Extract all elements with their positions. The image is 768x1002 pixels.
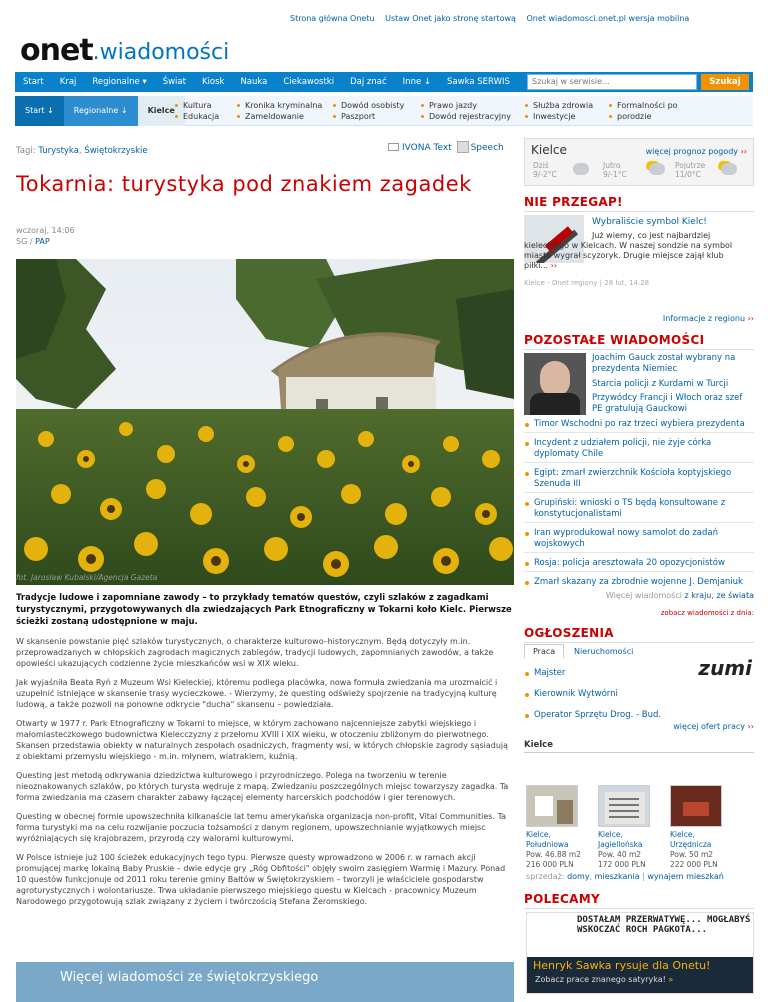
flat-photo[interactable] [526, 785, 578, 827]
link-home[interactable]: Strona główna Onetu [290, 14, 375, 23]
subnav-link[interactable]: Edukacja [175, 111, 219, 122]
nav-start[interactable]: Start [23, 77, 44, 87]
photo-credit: fot. Jarosław Kubalski/Agencja Gazeta [16, 573, 158, 582]
region-banner[interactable] [16, 962, 514, 1002]
pozostale [524, 333, 754, 617]
author-sep: / [29, 237, 33, 246]
article-author: SG [16, 237, 28, 246]
double-chevron-icon: » [668, 975, 674, 984]
nav-inne-label: Inne [402, 77, 422, 87]
chevron-down-icon: ↓ [120, 106, 128, 115]
subnav-link[interactable]: Paszport [333, 111, 404, 122]
weather-day-label: Pojutrze [675, 161, 706, 170]
sawka-promo[interactable] [526, 912, 754, 994]
region-banner-text: Więcej wiadomości ze świętokrzyskiego [60, 970, 319, 985]
tab-praca[interactable]: Praca [524, 644, 564, 658]
nav-inne[interactable] [395, 77, 439, 87]
top-news-item[interactable]: Joachim Gauck został wybrany na prezydenta Niemiec [592, 353, 736, 374]
flat-price: 222 000 PLN [670, 860, 718, 869]
sunflower-field-image [16, 259, 514, 585]
flats-city: Kielce [524, 740, 754, 753]
sale-links: sprzedaż: domy, mieszkania | wynajem mieszkań [526, 872, 724, 881]
link-mobile[interactable]: Onet wiadomosci.onet.pl wersja mobilna [526, 14, 690, 23]
nav-kraj[interactable]: Kraj [59, 77, 77, 87]
crumb-regionalne-label: Regionalne [73, 106, 119, 115]
subnav-link[interactable]: Kultura [175, 100, 219, 111]
nie-przegap [524, 195, 754, 323]
breadcrumb [15, 96, 185, 126]
subnav-link[interactable]: Dowód rejestracyjny [421, 111, 511, 122]
news-item[interactable]: Rosja: policja aresztowała 20 opozycjonistów [524, 558, 754, 572]
double-chevron-icon: ›› [740, 147, 747, 156]
subnav-col-3 [333, 100, 404, 122]
subnav-link[interactable]: Służba zdrowia [525, 100, 593, 111]
promo-sub-label: Zobacz prace znanego satyryka! [535, 975, 666, 984]
crumb-regionalne[interactable] [64, 96, 138, 126]
job-item[interactable]: Operator Sprzętu Drog. - Bud. [524, 710, 704, 720]
flat-name: Kielce, Urzędnicza [670, 830, 712, 849]
region-more-label: Informacje z regionu [662, 314, 746, 323]
article-source[interactable]: PAP [35, 237, 50, 246]
news-item[interactable]: Incydent z udziałem policji, nie żyje córka dyplomaty Chile [524, 438, 754, 463]
tag-swietokrzyskie[interactable]: Świętokrzyskie [84, 146, 148, 156]
more-news-swiat[interactable]: , ze świata [711, 591, 754, 600]
news-list [524, 419, 754, 595]
tag-turystyka[interactable]: Turystyka [38, 146, 79, 156]
tags-label: Tagi: [16, 146, 36, 156]
tags-sep: , [78, 146, 82, 156]
nie-przegap-body: Już wiemy, co jest najbardziej kieleckiego w Kielcach. W naszej sondzie na symbol miasta wygrał scyzoryk. Drugie miejsce zajął klub piłki... [524, 231, 733, 270]
nie-przegap-title[interactable]: Wybraliście symbol Kielc! [592, 217, 707, 227]
nav-swiat[interactable]: Świat [162, 77, 186, 87]
double-chevron-icon: ›› [747, 314, 754, 323]
weather-more-link[interactable] [646, 147, 747, 156]
nav-sawka[interactable]: Sawka SERWIS [447, 77, 510, 87]
crumb-start-label: Start [25, 106, 45, 115]
subnav-col-1 [175, 100, 219, 122]
more-news-label: Więcej wiadomości [605, 591, 682, 600]
ivona-tts[interactable] [388, 141, 504, 153]
flat-offer[interactable] [526, 830, 586, 870]
sale-label: sprzedaż: [526, 872, 565, 881]
weather-box [524, 138, 754, 186]
sun-cloud-icon [649, 163, 665, 175]
nav-regionalne-label: Regionalne [92, 77, 140, 87]
crumb-start[interactable] [15, 96, 64, 126]
news-item[interactable]: Iran wyprodukował nowy samolot do zadań wojskowych [524, 528, 754, 553]
more-jobs-link[interactable] [673, 722, 754, 731]
main-nav [15, 72, 753, 92]
flat-area: Pow. 50 m2 [670, 850, 714, 859]
subnav-col-5 [525, 100, 593, 122]
sale-domy[interactable]: domy [567, 872, 590, 881]
polecamy-head: POLECAMY [524, 892, 754, 909]
zumi-logo[interactable]: zumi [698, 656, 752, 680]
top-news-item[interactable]: Przywódcy Francji i Włoch oraz szef PE gratulują Gauckowi [592, 393, 743, 414]
ivona-label: IVONA Text [402, 143, 452, 153]
subnav-link[interactable]: Formalności po [609, 100, 678, 111]
ogloszenia [524, 626, 754, 750]
flat-price: 172 000 PLN [598, 860, 646, 869]
tab-nieruchomosci[interactable]: Nieruchomości [574, 647, 634, 656]
article-photo [16, 259, 514, 585]
weather-day-label: Dziś [533, 161, 549, 170]
flat-name: Kielce, Jagiellońska [598, 830, 643, 849]
envelope-icon[interactable] [388, 143, 399, 151]
subnav-link[interactable]: Dowód osobisty [333, 100, 404, 111]
news-item[interactable]: Timor Wschodni po raz trzeci wybiera prezydenta [524, 419, 754, 433]
gauck-photo [524, 353, 586, 415]
nav-daj-znac[interactable]: Daj znać [350, 77, 387, 87]
logo-section: wiadomości [99, 40, 230, 65]
top-links [290, 14, 697, 23]
subnav-link[interactable]: Kronika kryminalna [237, 100, 322, 111]
weather-day-temp: 9/-1°C [603, 170, 627, 179]
flat-area: Pow. 46.88 m2 [526, 850, 581, 859]
ogloszenia-head: OGŁOSZENIA [524, 626, 754, 643]
nie-przegap-head: NIE PRZEGAP! [524, 195, 754, 212]
article-title: Tokarnia: turystyka pod znakiem zagadek [16, 172, 472, 196]
flat-offer[interactable] [670, 830, 730, 870]
subnav-link[interactable]: Prawo jazdy [421, 100, 511, 111]
tags [16, 146, 148, 156]
news-item[interactable]: Egipt: zmarł zwierzchnik Kościoła koptyjskiego Szenuda III [524, 468, 754, 493]
logo-onet: onet [20, 33, 93, 68]
promo-sub [535, 975, 673, 984]
link-set-homepage[interactable]: Ustaw Onet jako stronę startową [385, 14, 516, 23]
weather-day [533, 161, 557, 179]
top-news-item[interactable]: Starcia policji z Kurdami w Turcji [592, 379, 729, 389]
nie-przegap-source: Kielce - Onet regiony | 28 lut, 14:28 [524, 279, 650, 287]
pozostale-head: POZOSTAŁE WIADOMOŚCI [524, 333, 754, 350]
nie-przegap-text [524, 231, 749, 271]
news-by-day[interactable]: zobacz wiadomości z dnia: [660, 609, 754, 617]
double-chevron-icon: ›› [550, 261, 558, 270]
article-paragraph: Otwarty w 1977 r. Park Etnograficzny w Tokarni to miejsce, w którym zachowano najcenniejsze zabytki wiejskiego i małomiasteczkowego budownictwa Kielecczyzny z przełomu XVIII i XIX wieku, w otoczeniu zbliżonym do pierwotnego. Skansen przedstawia obiekty w naturalnych zespołach osadniczych, fragmenty wsi, w których chłopskie zagrody sąsiadują z obiektami przemysłu wiejskiego - m.in. młynem, wiatrakiem, kuźnią. [16, 719, 509, 761]
promo-title: Henryk Sawka rysuje dla Onetu! [533, 959, 711, 972]
chevron-down-icon: ↓ [423, 77, 432, 87]
article-paragraph: W skansenie powstanie pięć szlaków turystycznych, o charakterze kulturowo–historycznym. Będą dotyczyły m.in. przeprowadzanych w chłopskich zagrodach magicznych zabiegów, tradycji ludowych, zapomnianych zawodów, a także opowieści ukazujących codzienne życie mieszkańców wsi w XIX wieku. [16, 637, 494, 668]
crumb-kielce[interactable]: Kielce [138, 96, 185, 126]
cloud-icon [573, 163, 589, 175]
nav-nauka[interactable]: Nauka [240, 77, 268, 87]
subnav-link[interactable]: Zameldowanie [237, 111, 322, 122]
nav-kiosk[interactable]: Kiosk [201, 77, 225, 87]
search-button[interactable]: Szukaj [701, 74, 749, 90]
sale-wynajem[interactable]: wynajem mieszkań [647, 872, 724, 881]
sub-nav [15, 96, 753, 126]
weather-day-temp: 9/-2°C [533, 170, 557, 179]
article-paragraph: Questing jest metodą odkrywania dziedzictwa kulturowego i przyrodniczego. Polega na tworzeniu w terenie nieoznakowanych szlaków, po których turysta wędruje z mapą. Zwiedzaniu poszczególnych miejsc towarzyszy zagadka. Ta forma zwiedzania ma czasem charakter zabawy łączącej elementy harcerskich podchodów i gier terenowych. [16, 771, 509, 802]
article-paragraph: Jak wyjaśniła Beata Ryń z Muzeum Wsi Kieleckiej, któremu podlega placówka, nowa formuła zwiedzania ma urozmaicić i uzupełnić istniejące w skansenie trasy wycieczkowe. - Wierzymy, że questing odświeży spojrzenie na tradycyjną kulturę ludową, a także pozwoli na ponowne odkrycie "ducha" skansenu – powiedziała. [16, 678, 498, 709]
more-jobs-label: więcej ofert pracy [673, 722, 746, 731]
sketch-caption: DOSTAŁAM PRZERWATYWĘ... MOGŁABYŚ WSKOCZAĆ ROCH PAGKOTA... [577, 915, 751, 935]
more-news-kraj[interactable]: z kraju [684, 591, 712, 600]
subnav-col-4 [421, 100, 511, 122]
article-paragraph: W Polsce istnieje już 100 ścieżek edukacyjnych tego typu. Pierwsze questy wprowadzono w 2006 r. w ramach akcji promującej markę lokalną Baby Pruskie – dwie edycje gry „Róg Obfitości" objęły swoim zasięgiem Warmię i Mazury. Ponad 10 questów funkcjonuje od 2011 roku terenie gminy Bałtów w Świętokrzyskiem – tworzyli je właściciele gospodarstw agroturystycznych i wolontariusze. Trwa układanie pierwszego miejskiego questu w Kielcach - pracownicy Muzeum Narodowego przygotowują szlak związany z życiem i twórczością Stefana Żeromskiego. [16, 853, 506, 906]
article-meta [16, 225, 75, 247]
nav-ciekawostki[interactable]: Ciekawostki [283, 77, 335, 87]
news-item[interactable]: Grupiński: wnioski o TS będą konsultowane z konstytucjonalistami [524, 498, 754, 523]
article-date: wczoraj, 14:06 [16, 226, 75, 235]
more-news [606, 591, 754, 600]
speaker-icon [457, 141, 469, 153]
region-more-link[interactable] [663, 314, 754, 323]
weather-day [603, 161, 627, 179]
sale-mieszkania[interactable]: mieszkania [594, 872, 640, 881]
ivona-speech: Speech [470, 143, 504, 153]
site-logo[interactable] [20, 30, 229, 66]
subnav-link[interactable]: porodzie [609, 111, 678, 122]
chevron-down-icon: ▾ [142, 77, 147, 87]
flat-photo[interactable] [670, 785, 722, 827]
flat-photo[interactable] [598, 785, 650, 827]
weather-day-temp: 11/0°C [675, 170, 701, 179]
subnav-col-2 [237, 100, 322, 122]
logo-dot: . [92, 40, 100, 65]
weather-city: Kielce [531, 143, 567, 157]
nav-regionalne[interactable] [84, 77, 154, 87]
flat-offer[interactable] [598, 830, 658, 870]
double-chevron-icon: ›› [747, 722, 754, 731]
weather-day [675, 161, 705, 179]
flat-name: Kielce, Południowa [526, 830, 569, 849]
flat-area: Pow. 40 m2 [598, 850, 642, 859]
article-lead: Tradycje ludowe i zapomniane zawody – to przykłady tematów questów, czyli szlaków z zagadkami turystycznymi, przygotowywanych dla zwiedzających Park Etnograficzny w Tokarni koło Kielc. Pierwsze ścieżki zostaną udostępnione w maju. [16, 593, 512, 627]
article-paragraph: Questing w obecnej formie upowszechniła kilkanaście lat temu amerykańska organizacja non-profit, Vital Communities. Ta forma turystyki ma na celu rozwijanie poczucia tożsamości z danym regionem, upowszechnianie wyjątkowych miejsc wyróżniających się krajobrazem, przyrodą czy walorami kulturowymi. [16, 812, 507, 843]
sun-cloud-icon [721, 163, 737, 175]
job-item[interactable]: Kierownik Wytwórni [524, 689, 704, 699]
polecamy [524, 892, 754, 909]
job-item[interactable]: Majster [524, 668, 704, 678]
chevron-down-icon: ↓ [47, 106, 54, 115]
article-body [16, 636, 514, 915]
search-input[interactable]: Szukaj w serwisie... [527, 74, 697, 90]
subnav-col-6 [609, 100, 678, 122]
news-item[interactable]: Zmarł skazany za zbrodnie wojenne J. Demjaniuk [524, 577, 754, 590]
weather-more-label: więcej prognoz pogody [645, 147, 739, 156]
flat-price: 216 000 PLN [526, 860, 574, 869]
weather-day-label: Jutro [603, 161, 621, 170]
subnav-link[interactable]: Inwestycje [525, 111, 593, 122]
